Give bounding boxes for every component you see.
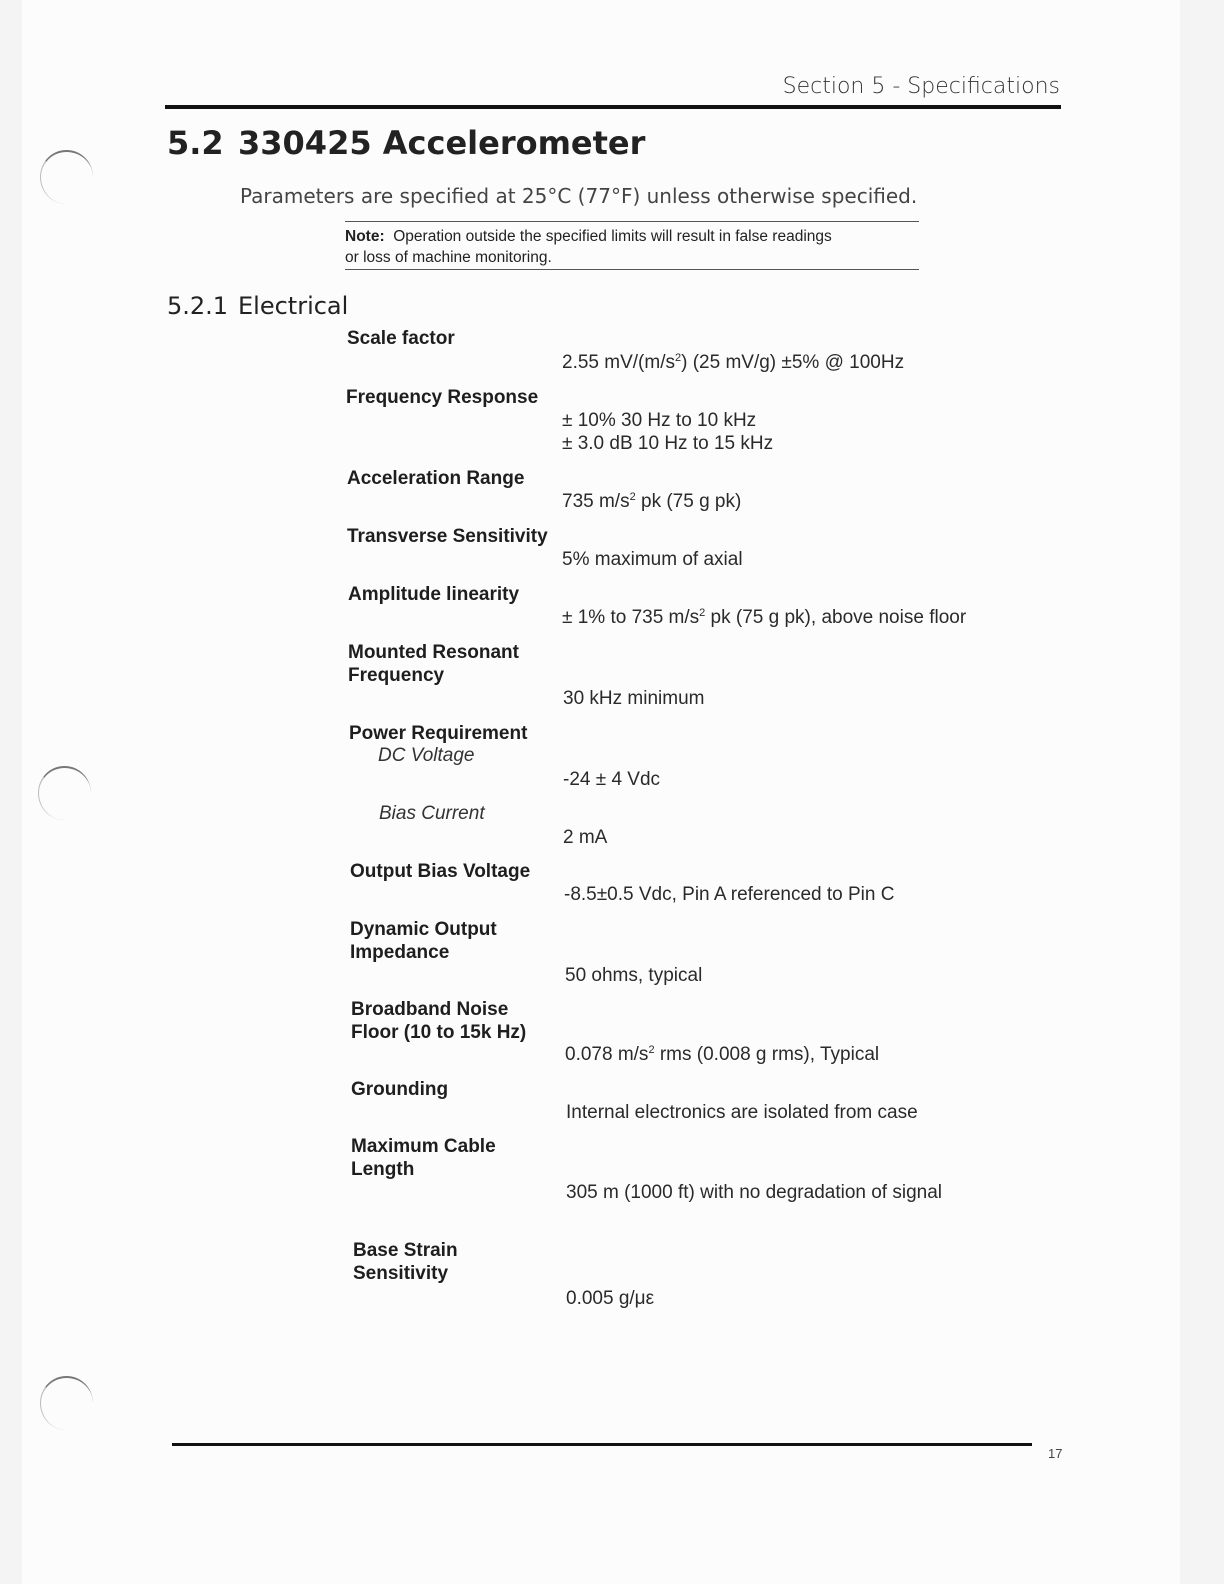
- spec-label-dynamic-output-impedance: [350, 918, 497, 964]
- spec-label-frequency-response: Frequency Response: [346, 387, 539, 408]
- spec-value-dynamic-output-impedance: 50 ohms, typical: [565, 965, 703, 986]
- spec-label-acceleration-range: Acceleration Range: [347, 468, 525, 489]
- label-line: Broadband Noise: [351, 999, 509, 1020]
- value-part: 2.55 mV/(m/s: [562, 352, 675, 373]
- intro-text: Parameters are specified at 25°C (77°F) unless otherwise specified.: [240, 184, 918, 208]
- binder-hole-mark: [40, 150, 93, 204]
- label-line: Dynamic Output: [350, 919, 497, 940]
- spec-label-mounted-resonant-frequency: [348, 641, 519, 687]
- label-line: Frequency: [348, 665, 445, 686]
- spec-sublabel-dc-voltage: DC Voltage: [378, 745, 475, 766]
- value-part: pk (75 g pk): [635, 491, 742, 512]
- note-line-1: Operation outside the specified limits will result in false readings: [393, 228, 832, 245]
- spec-label-broadband-noise-floor: [351, 998, 526, 1044]
- label-line: Length: [351, 1159, 415, 1180]
- superscript: 2: [674, 352, 682, 364]
- spec-value-amplitude-linearity: [562, 606, 966, 629]
- spec-label-output-bias-voltage: Output Bias Voltage: [350, 861, 531, 882]
- section-heading: 330425 Accelerometer: [238, 124, 646, 162]
- spec-value-dc-voltage: -24 ± 4 Vdc: [563, 769, 661, 790]
- spec-value-acceleration-range: [562, 490, 741, 513]
- spec-value-base-strain-sensitivity: 0.005 g/με: [566, 1288, 655, 1309]
- spec-label-power-requirement: Power Requirement: [349, 723, 528, 744]
- value-part: ) (25 mV/g) ±5% @ 100Hz: [681, 352, 905, 373]
- value-part: rms (0.008 g rms), Typical: [654, 1044, 880, 1065]
- spec-sublabel-bias-current: Bias Current: [379, 803, 485, 824]
- subsection-title: [167, 292, 348, 320]
- section-number: 5.2: [167, 124, 224, 162]
- footer-rule: [172, 1443, 1032, 1446]
- spec-label-scale-factor: Scale factor: [347, 328, 455, 349]
- subsection-heading: Electrical: [238, 292, 349, 320]
- spec-label-base-strain-sensitivity: [353, 1239, 458, 1285]
- spec-value-broadband-noise-floor: [565, 1043, 879, 1066]
- value-part: ± 1% to 735 m/s: [562, 607, 700, 628]
- page-number: 17: [1048, 1446, 1063, 1461]
- label-line: Floor (10 to 15k Hz): [351, 1022, 527, 1043]
- spec-value-mounted-resonant-frequency: 30 kHz minimum: [563, 688, 705, 709]
- binder-hole-mark: [38, 766, 91, 820]
- spec-value-scale-factor: [562, 351, 904, 374]
- superscript: 2: [629, 491, 636, 503]
- spec-label-transverse-sensitivity: Transverse Sensitivity: [347, 526, 548, 547]
- binder-hole-mark: [40, 1376, 93, 1430]
- note-line-2: or loss of machine monitoring.: [345, 249, 552, 266]
- label-line: Impedance: [350, 942, 450, 963]
- spec-value-output-bias-voltage: -8.5±0.5 Vdc, Pin A referenced to Pin C: [564, 884, 895, 905]
- spec-value-frequency-response-2: ± 3.0 dB 10 Hz to 15 kHz: [562, 433, 774, 454]
- section-title: [167, 124, 645, 162]
- spec-value-grounding: Internal electronics are isolated from case: [566, 1102, 918, 1123]
- running-header: Section 5 - Specifications: [782, 74, 1060, 99]
- value-part: pk (75 g pk), above noise floor: [705, 607, 967, 628]
- label-line: Maximum Cable: [351, 1136, 496, 1157]
- header-rule: [165, 105, 1061, 109]
- spec-value-frequency-response-1: ± 10% 30 Hz to 10 kHz: [562, 410, 757, 431]
- superscript: 2: [648, 1044, 655, 1056]
- spec-label-amplitude-linearity: Amplitude linearity: [348, 584, 520, 605]
- superscript: 2: [699, 607, 706, 619]
- label-line: Mounted Resonant: [348, 642, 519, 663]
- label-line: Base Strain: [353, 1240, 458, 1261]
- label-line: Sensitivity: [353, 1263, 449, 1284]
- spec-value-bias-current: 2 mA: [563, 827, 608, 848]
- note-box: [345, 221, 919, 270]
- spec-label-grounding: Grounding: [351, 1079, 449, 1100]
- value-part: 0.078 m/s: [565, 1044, 649, 1065]
- spec-value-maximum-cable-length: 305 m (1000 ft) with no degradation of signal: [566, 1182, 943, 1203]
- spec-label-maximum-cable-length: [351, 1135, 496, 1181]
- note-label: Note:: [345, 228, 385, 245]
- spec-value-transverse-sensitivity: 5% maximum of axial: [562, 549, 743, 570]
- value-part: 735 m/s: [562, 491, 630, 512]
- subsection-number: 5.2.1: [167, 292, 229, 320]
